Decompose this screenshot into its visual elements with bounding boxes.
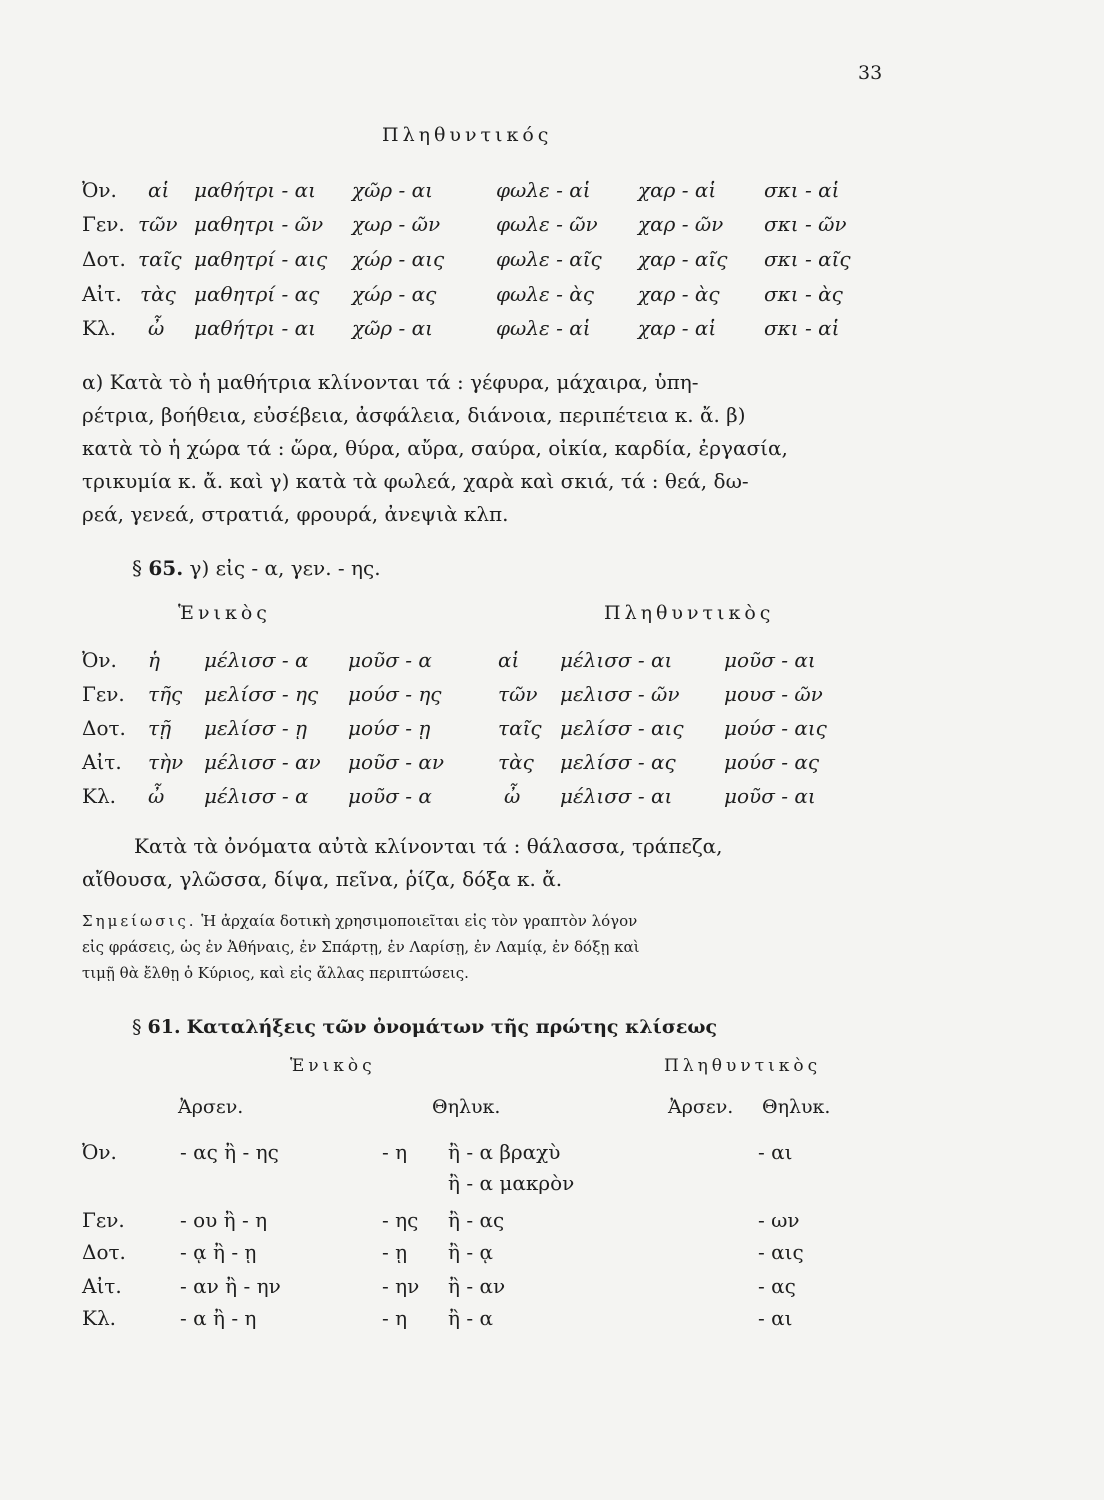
article-plural: τὰς	[498, 750, 534, 774]
form-col2: μούσ - ης	[348, 682, 442, 706]
form-col5: σκι - αἱ	[764, 316, 840, 340]
plural-heading-3: Πληθυντικὸς	[664, 1056, 822, 1076]
plural-ending: - αις	[758, 1240, 804, 1264]
article-plural: αἱ	[498, 648, 520, 672]
article: τῶν	[138, 212, 178, 236]
form-col4: μουσ - ῶν	[724, 682, 823, 706]
form-col4: χαρ - αῖς	[638, 247, 728, 271]
case-label: Αἰτ.	[82, 1274, 122, 1298]
form-col1: μέλισσ - α	[204, 648, 309, 672]
fem-plural-header: Θηλυκ.	[762, 1096, 831, 1118]
form-col5: σκι - αἱ	[764, 178, 840, 202]
case-label: Γεν.	[82, 212, 125, 236]
section-symbol: §	[132, 1016, 142, 1038]
plural-ending: - αι	[758, 1140, 793, 1164]
fem-ending-alt: ἢ - α	[448, 1306, 493, 1330]
form-col3: φωλε - ῶν	[496, 212, 598, 236]
case-label: Γεν.	[82, 682, 125, 706]
note-line: Ἡ ἀρχαία δοτικὴ χρησιμοποιεῖται εἰς τὸν γραπτὸν λόγον	[201, 912, 638, 930]
article: τὰς	[140, 282, 176, 306]
form-col4: χαρ - ῶν	[638, 212, 724, 236]
plural-heading: Πληθυντικός	[382, 124, 553, 146]
form-col5: σκι - ῶν	[764, 212, 847, 236]
table-row	[0, 716, 1104, 748]
article-plural: τῶν	[498, 682, 538, 706]
case-label: Δοτ.	[82, 247, 126, 271]
form-col3: μέλισσ - αι	[560, 784, 673, 808]
paragraph-line: ρεά, γενεά, στρατιά, φρουρά, ἀνεψιὰ κλπ.	[82, 502, 509, 526]
article-plural: ὦ	[504, 784, 521, 808]
plural-ending: - αι	[758, 1306, 793, 1330]
form-col2: χῶρ - αι	[352, 316, 434, 340]
paragraph-line: α) Κατὰ τὸ ἡ μαθήτρια κλίνονται τά : γέφυρα, μάχαιρα, ὑπη-	[82, 370, 699, 394]
section-symbol: §	[132, 556, 142, 580]
singular-heading: Ἑνικὸς	[178, 602, 271, 624]
fem-ending: - ῃ	[382, 1240, 408, 1264]
form-col3: φωλε - αἱ	[496, 316, 591, 340]
plural-heading-2: Πληθυντικὸς	[604, 602, 775, 624]
section-title: Καταλήξεις τῶν ὀνομάτων τῆς πρώτης κλίσεως	[186, 1016, 718, 1038]
form-col1: μέλισσ - α	[204, 784, 309, 808]
article: ταῖς	[138, 247, 182, 271]
masc-header: Ἀρσεν.	[178, 1096, 244, 1118]
form-col5: σκι - αῖς	[764, 247, 851, 271]
form-col4: μούσ - ας	[724, 750, 820, 774]
article: ἡ	[148, 648, 160, 672]
note-line: τιμῇ θὰ ἔλθῃ ὁ Κύριος, καὶ εἰς ἄλλας περιπτώσεις.	[82, 964, 469, 982]
case-label: Δοτ.	[82, 1240, 126, 1264]
table-row	[0, 316, 1104, 348]
table-row	[0, 784, 1104, 816]
form-col1: μαθητρί - ας	[194, 282, 320, 306]
table-row	[0, 247, 1104, 279]
masc-ending: - ου ἢ - η	[180, 1208, 268, 1232]
article: τὴν	[148, 750, 184, 774]
table-row	[0, 178, 1104, 210]
article: ὦ	[148, 316, 165, 340]
table-row	[0, 212, 1104, 244]
article: τῆς	[148, 682, 183, 706]
form-col2: μοῦσ - α	[348, 648, 432, 672]
form-col4: χαρ - αἱ	[638, 178, 717, 202]
paragraph-line: αἴθουσα, γλῶσσα, δίψα, πεῖνα, ῥίζα, δόξα κ. ἄ.	[82, 867, 563, 891]
table-row	[0, 1306, 1104, 1338]
section-65-heading	[132, 556, 381, 580]
case-label: Κλ.	[82, 316, 116, 340]
table-row	[0, 648, 1104, 680]
masc-ending: - α ἢ - η	[180, 1306, 257, 1330]
form-col2: χώρ - ας	[352, 282, 437, 306]
form-col1: μαθητρι - ῶν	[194, 212, 324, 236]
form-col4: μοῦσ - αι	[724, 648, 816, 672]
section-number: 61.	[147, 1016, 181, 1038]
paragraph-similar-nouns	[82, 830, 890, 896]
note-label: Σημείωσις.	[82, 912, 197, 930]
note-line: εἰς φράσεις, ὡς ἐν Ἀθήναις, ἐν Σπάρτῃ, ἐν Λαρίσῃ, ἐν Λαμίᾳ, ἐν δόξῃ καὶ	[82, 938, 640, 956]
article: αἱ	[148, 178, 170, 202]
form-col1: μέλισσ - αν	[204, 750, 321, 774]
form-col4: χαρ - ὰς	[638, 282, 720, 306]
form-col3: φωλε - αἱ	[496, 178, 591, 202]
section-title: γ) εἰς - α, γεν. - ης.	[189, 556, 381, 580]
masc-ending: - αν ἢ - ην	[180, 1274, 281, 1298]
section-number: 65.	[148, 556, 184, 580]
masc-ending: - ας ἢ - ης	[180, 1140, 279, 1164]
form-col2: χωρ - ῶν	[352, 212, 441, 236]
fem-ending: - ην	[382, 1274, 420, 1298]
table-row	[0, 1208, 1104, 1240]
fem-ending: - ης	[382, 1208, 419, 1232]
form-col3: μελίσσ - ας	[560, 750, 676, 774]
paragraph-line: ρέτρια, βοήθεια, εὐσέβεια, ἀσφάλεια, διάνοια, περιπέτεια κ. ἄ. β)	[82, 403, 746, 427]
case-label: Αἰτ.	[82, 750, 122, 774]
form-col2: μούσ - ῃ	[348, 716, 431, 740]
case-label: Κλ.	[82, 1306, 116, 1330]
case-label: Δοτ.	[82, 716, 126, 740]
form-col5: σκι - ὰς	[764, 282, 843, 306]
table-row	[0, 682, 1104, 714]
form-col2: χῶρ - αι	[352, 178, 434, 202]
form-col2: χώρ - αις	[352, 247, 445, 271]
case-label: Ὀν.	[82, 178, 117, 202]
fem-ending-alt: ἢ - αν	[448, 1274, 506, 1298]
form-col4: μούσ - αις	[724, 716, 827, 740]
fem-ending-alt: ἢ - ας	[448, 1208, 505, 1232]
fem-ending-alt: ἢ - ᾳ	[448, 1240, 493, 1264]
table-row	[0, 1274, 1104, 1306]
form-col3: μελίσσ - αις	[560, 716, 684, 740]
plural-ending: - ων	[758, 1208, 800, 1232]
fem-ending-alt: ἢ - α βραχὺ	[448, 1140, 561, 1164]
plural-ending: - ας	[758, 1274, 796, 1298]
table-row	[0, 1240, 1104, 1272]
case-label: Ὀν.	[82, 648, 117, 672]
form-col1: μαθητρί - αις	[194, 247, 328, 271]
form-col3: φωλε - ὰς	[496, 282, 594, 306]
form-col1: μελίσσ - ῃ	[204, 716, 308, 740]
masc-ending: - ᾳ ἢ - ῃ	[180, 1240, 257, 1264]
paragraph-examples	[82, 366, 890, 531]
table-row	[0, 1171, 1104, 1203]
fem-ending: - η	[382, 1140, 408, 1164]
form-col4: μοῦσ - αι	[724, 784, 816, 808]
note-block	[82, 908, 890, 986]
page-number: 33	[858, 62, 883, 84]
section-61-heading	[132, 1016, 717, 1038]
form-col1: μαθήτρι - αι	[194, 316, 317, 340]
form-col3: φωλε - αῖς	[496, 247, 602, 271]
fem-header: Θηλυκ.	[432, 1096, 501, 1118]
form-col1: μελίσσ - ης	[204, 682, 319, 706]
form-col4: χαρ - αἱ	[638, 316, 717, 340]
masc-plural-header: Ἀρσεν.	[668, 1096, 734, 1118]
article: τῇ	[148, 716, 172, 740]
table-row	[0, 1140, 1104, 1172]
paragraph-line: τρικυμία κ. ἄ. καὶ γ) κατὰ τὰ φωλεά, χαρὰ καὶ σκιά, τά : θεά, δω-	[82, 469, 749, 493]
form-col1: μαθήτρι - αι	[194, 178, 317, 202]
singular-heading-3: Ἑνικὸς	[290, 1056, 376, 1076]
article: ὦ	[148, 784, 165, 808]
article-plural: ταῖς	[498, 716, 542, 740]
case-label: Ὀν.	[82, 1140, 117, 1164]
table-row	[0, 282, 1104, 314]
form-col2: μοῦσ - α	[348, 784, 432, 808]
case-label: Αἰτ.	[82, 282, 122, 306]
form-col3: μέλισσ - αι	[560, 648, 673, 672]
case-label: Γεν.	[82, 1208, 125, 1232]
form-col2: μοῦσ - αν	[348, 750, 444, 774]
case-label: Κλ.	[82, 784, 116, 808]
paragraph-line: κατὰ τὸ ἡ χώρα τά : ὥρα, θύρα, αὔρα, σαύρα, οἰκία, καρδία, ἐργασία,	[82, 436, 788, 460]
form-col3: μελισσ - ῶν	[560, 682, 680, 706]
fem-ending-alt: ἢ - α μακρὸν	[448, 1171, 575, 1195]
paragraph-line: Κατὰ τὰ ὀνόματα αὐτὰ κλίνονται τά : θάλασσα, τράπεζα,	[134, 834, 723, 858]
fem-ending: - η	[382, 1306, 408, 1330]
table-row	[0, 750, 1104, 782]
